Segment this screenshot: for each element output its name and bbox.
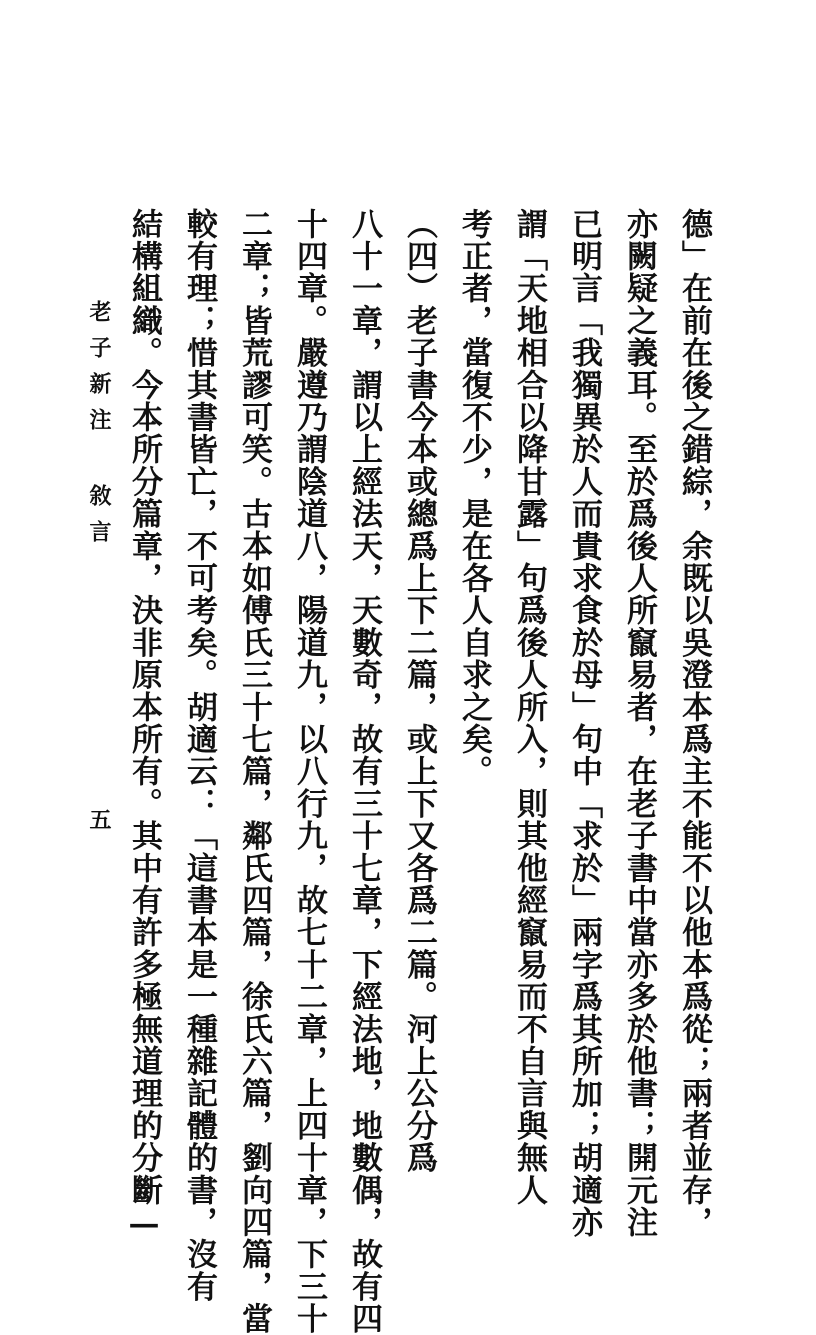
text-column: 謂「天地相合以降甘露」句爲後人所入，則其他經竄易而不自言與無人 <box>510 208 547 1207</box>
text-column: 考正者，當復不少，是在各人自求之矣。 <box>455 208 492 788</box>
page-number: 五 <box>86 808 112 830</box>
text-column: 亦闕疑之義耳。至於爲後人所竄易者，在老子書中當亦多於他書；開元注 <box>620 208 657 1239</box>
running-header: 老子新注 敘言 <box>86 300 112 556</box>
text-column: 十四章。嚴遵乃謂陰道八，陽道九，以八行九，故七十二章，上四十章，下三十 <box>290 208 327 1335</box>
text-column: （四）老子書今本或總爲上下二篇，或上下又各爲二篇。河上公分爲 <box>400 208 437 1174</box>
text-column: 八十一章，謂以上經法天，天數奇，故有三十七章，下經法地，地數偶，故有四 <box>345 208 382 1335</box>
text-column: 二章；皆荒謬可笑。古本如傅氏三十七篇，鄰氏四篇，徐氏六篇，劉向四篇，當 <box>235 208 272 1335</box>
text-column: 已明言「我獨異於人而貴求食於母」句中「求於」兩字爲其所加；胡適亦 <box>565 208 602 1239</box>
text-column: 德」在前在後之錯綜，余既以吳澄本爲主不能不以他本爲從；兩者並存， <box>675 208 712 1239</box>
text-column: 較有理；惜其書皆亡，不可考矣。胡適云：「這書本是一種雜記體的書，沒有 <box>180 208 217 1303</box>
text-column: 結構組織。今本所分篇章，決非原本所有。其中有許多極無道理的分斷— <box>125 208 162 1244</box>
